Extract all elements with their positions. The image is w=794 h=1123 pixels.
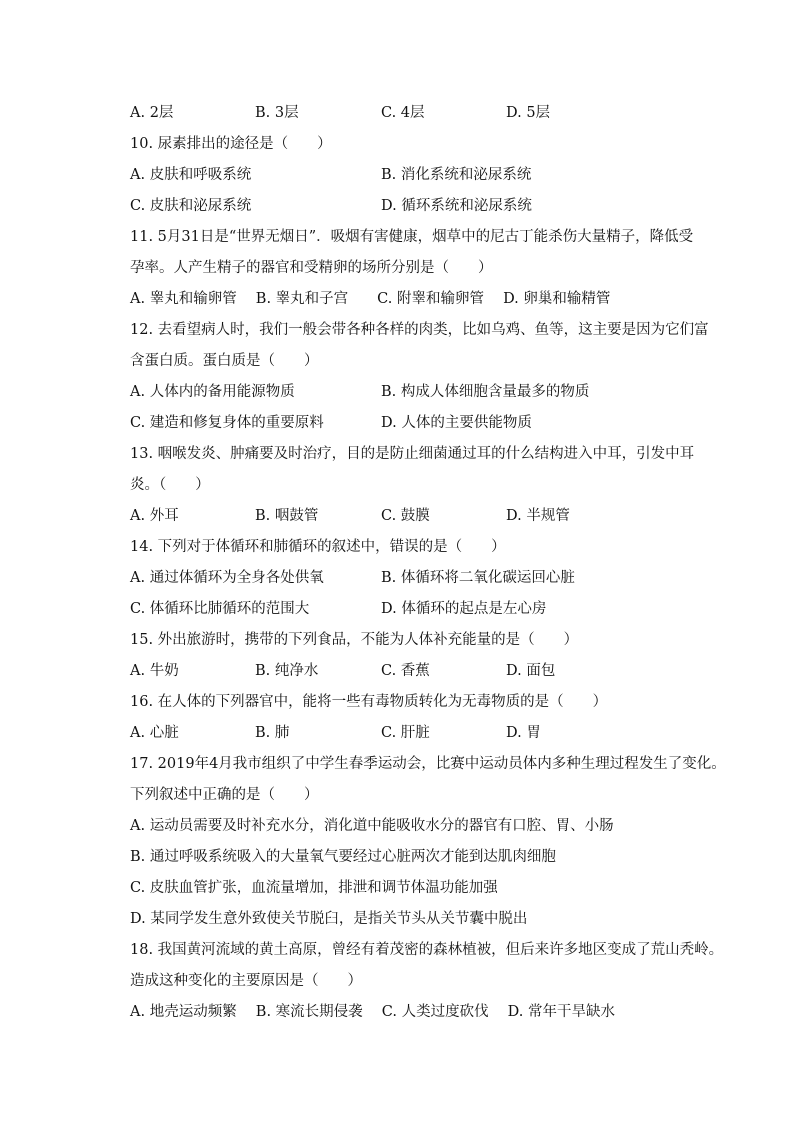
text-line	[130, 749, 726, 780]
line-text: 12. 去看望病人时，我们一般会带各种各样的肉类，比如乌鸡、鱼等，这主要是因为它们富	[130, 322, 709, 338]
option-a: A. 心脏	[130, 725, 179, 741]
text-line	[130, 966, 700, 997]
option-b: D. 体循环的起点是左心房	[381, 601, 547, 617]
options-row	[130, 563, 700, 594]
line-text: 10. 尿素排出的途径是（ ）	[130, 136, 332, 152]
option-b: B. 3层	[255, 105, 299, 121]
text-line	[130, 780, 700, 811]
option-b: D. 循环系统和泌尿系统	[381, 198, 532, 214]
option-d: D. 半规管	[506, 508, 570, 524]
line-text: 13. 咽喉发炎、肿痛要及时治疗，目的是防止细菌通过耳的什么结构进入中耳，引发中耳	[130, 446, 695, 462]
text-line	[130, 625, 700, 656]
options-row	[130, 718, 700, 749]
text-line	[130, 842, 700, 873]
option-d: D. 面包	[506, 663, 556, 679]
line-text: C. 皮肤血管扩张，血流量增加，排泄和调节体温功能加强	[130, 880, 498, 896]
line-text: 17. 2019年4月我市组织了中学生春季运动会，比赛中运动员体内多种生理过程发生了变化。	[130, 756, 726, 772]
option-a: A. 2层	[130, 105, 174, 121]
options-row	[130, 656, 700, 687]
options-row	[130, 98, 700, 129]
text-line	[130, 439, 700, 470]
option-c: C. 鼓膜	[381, 508, 430, 524]
options-row	[130, 160, 700, 191]
text-line	[130, 997, 700, 1028]
text-line	[130, 284, 700, 315]
line-text: 15. 外出旅游时，携带的下列食品，不能为人体补充能量的是（ ）	[130, 632, 579, 648]
line-text: D. 某同学发生意外致使关节脱臼，是指关节头从关节囊中脱出	[130, 911, 528, 927]
line-text: A. 睾丸和输卵管 B. 睾丸和子宫 C. 附睾和输卵管 D. 卵巢和输精管	[130, 291, 611, 307]
line-text: A. 运动员需要及时补充水分，消化道中能吸收水分的器官有口腔、胃、小肠	[130, 818, 614, 834]
text-line	[130, 222, 700, 253]
line-text: 含蛋白质。蛋白质是（ ）	[130, 353, 319, 369]
option-b: B. 体循环将二氧化碳运回心脏	[381, 570, 575, 586]
option-a: C. 体循环比肺循环的范围大	[130, 601, 310, 617]
line-text: A. 地壳运动频繁 B. 寒流长期侵袭 C. 人类过度砍伐 D. 常年干旱缺水	[130, 1004, 616, 1020]
option-c: C. 4层	[381, 105, 425, 121]
option-c: C. 香蕉	[381, 663, 430, 679]
option-b: B. 咽鼓管	[255, 508, 319, 524]
text-line	[130, 315, 709, 346]
text-line	[130, 346, 700, 377]
text-line	[130, 811, 700, 842]
text-line	[130, 532, 700, 563]
option-a: A. 人体内的备用能源物质	[130, 384, 295, 400]
line-text: 下列叙述中正确的是（ ）	[130, 787, 319, 803]
text-line	[130, 687, 700, 718]
question-list	[130, 98, 726, 1028]
option-a: C. 皮肤和泌尿系统	[130, 198, 252, 214]
option-c: C. 肝脏	[381, 725, 430, 741]
text-line	[130, 873, 700, 904]
line-text: 14. 下列对于体循环和肺循环的叙述中，错误的是（ ）	[130, 539, 506, 555]
line-text: 11. 5月31日是“世界无烟日”．吸烟有害健康，烟草中的尼古丁能杀伤大量精子，降低受	[130, 229, 694, 245]
text-line	[130, 470, 700, 501]
text-line	[130, 129, 700, 160]
option-a: A. 通过体循环为全身各处供氧	[130, 570, 324, 586]
options-row	[130, 191, 700, 222]
options-row	[130, 408, 700, 439]
line-text: B. 通过呼吸系统吸入的大量氧气要经过心脏两次才能到达肌肉细胞	[130, 849, 556, 865]
option-a: A. 皮肤和呼吸系统	[130, 167, 252, 183]
line-text: 孕率。人产生精子的器官和受精卵的场所分别是（ ）	[130, 260, 493, 276]
options-row	[130, 501, 700, 532]
option-a: A. 外耳	[130, 508, 179, 524]
option-a: A. 牛奶	[130, 663, 179, 679]
option-b: B. 构成人体细胞含量最多的物质	[381, 384, 590, 400]
line-text: 16. 在人体的下列器官中，能将一些有毒物质转化为无毒物质的是（ ）	[130, 694, 608, 710]
text-line	[130, 904, 700, 935]
option-d: D. 胃	[506, 725, 541, 741]
line-text: 造成这种变化的主要原因是（ ）	[130, 973, 362, 989]
text-line	[130, 253, 700, 284]
option-b: B. 消化系统和泌尿系统	[381, 167, 532, 183]
options-row	[130, 594, 700, 625]
option-b: D. 人体的主要供能物质	[381, 415, 532, 431]
option-b: B. 纯净水	[255, 663, 319, 679]
line-text: 炎。（ ）	[130, 477, 210, 493]
options-row	[130, 377, 700, 408]
line-text: 18. 我国黄河流域的黄土高原，曾经有着茂密的森林植被，但后来许多地区变成了荒山秃岭。	[130, 942, 724, 958]
option-d: D. 5层	[506, 105, 551, 121]
option-a: C. 建造和修复身体的重要原料	[130, 415, 324, 431]
text-line	[130, 935, 724, 966]
option-b: B. 肺	[255, 725, 290, 741]
